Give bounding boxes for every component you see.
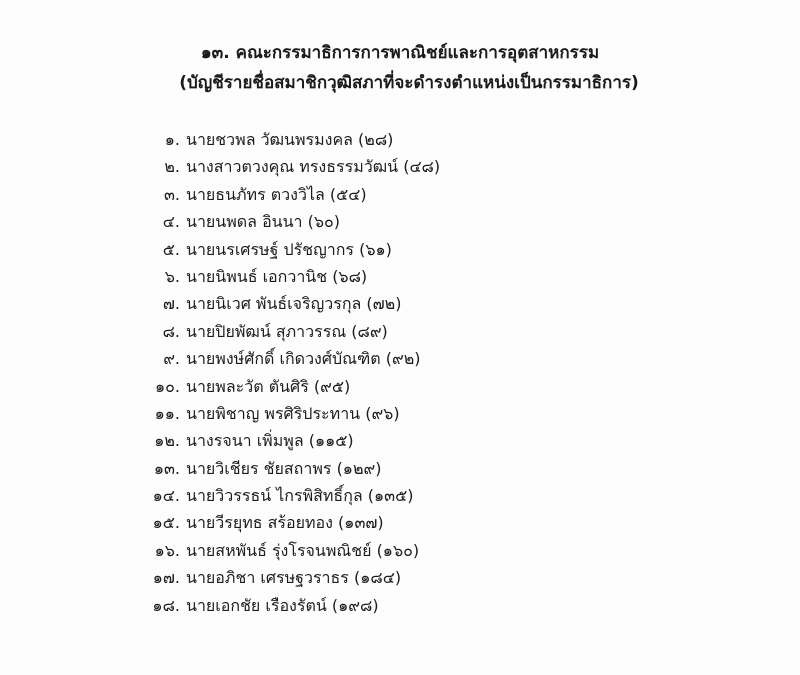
member-item <box>0 290 800 317</box>
member-item <box>0 153 800 180</box>
member-item <box>0 126 800 153</box>
member-item <box>0 181 800 208</box>
member-name: นายพละวัต ตันศิริ (๙๕) <box>186 376 351 396</box>
member-name: นายเอกชัย เรืองรัตน์ (๑๙๘) <box>186 595 379 615</box>
member-item <box>0 400 800 427</box>
member-number: ๑๔. <box>152 486 180 506</box>
member-number: ๑๓. <box>153 458 180 478</box>
member-number: ๗. <box>162 294 180 314</box>
member-number: ๘. <box>162 321 180 341</box>
committee-subtitle: (บัญชีรายชื่อสมาชิกวุฒิสภาที่จะดำรงตำแหน่งเป็นกรรมาธิการ) <box>179 73 639 93</box>
member-name: นายนิเวศ พันธ์เจริญวรกุล (๗๒) <box>186 294 402 314</box>
member-name: นายนรเศรษฐ์ ปรัชญากร (๖๑) <box>186 239 392 259</box>
member-name: นายธนภัทร ตวงวิไล (๕๔) <box>186 184 367 204</box>
member-name: นายปิยพัฒน์ สุภาวรรณ (๘๙) <box>186 321 388 341</box>
member-name: นายวีรยุทธ สร้อยทอง (๑๓๗) <box>186 513 384 533</box>
member-number: ๑๗. <box>152 568 180 588</box>
member-name: นายพิชาญ พรศิริประทาน (๙๖) <box>186 403 400 423</box>
member-item <box>0 592 800 619</box>
member-item <box>0 208 800 235</box>
member-number: ๕. <box>162 239 180 259</box>
document-header <box>0 38 800 98</box>
member-number: ๖. <box>164 266 180 286</box>
member-item <box>0 564 800 591</box>
member-number: ๙. <box>163 349 180 369</box>
member-name: นายนพดล อินนา (๖๐) <box>186 212 341 232</box>
member-list <box>0 126 800 619</box>
member-name: นายสหพันธ์ รุ่งโรจนพณิชย์ (๑๖๐) <box>186 540 420 560</box>
member-number: ๒. <box>164 157 180 177</box>
member-item <box>0 537 800 564</box>
member-name: นายวิเชียร ชัยสถาพร (๑๒๙) <box>186 458 382 478</box>
member-name: นายชวพล วัฒนพรมงคล (๒๘) <box>186 130 394 149</box>
member-item <box>0 373 800 400</box>
member-number: ๑๖. <box>154 540 180 560</box>
member-name: นายอภิชา เศรษฐวราธร (๑๘๔) <box>186 568 402 588</box>
member-item <box>0 236 800 263</box>
member-name: นายวิวรรธน์ ไกรพิสิทธิ์กุล (๑๓๕) <box>186 486 414 506</box>
member-item <box>0 482 800 509</box>
member-number: ๑. <box>164 130 180 149</box>
committee-title: ๑๓. คณะกรรมาธิการการพาณิชย์และการอุตสาหกรรม <box>200 43 600 63</box>
member-item <box>0 263 800 290</box>
member-number: ๑๐. <box>154 376 180 396</box>
member-number: ๔. <box>162 212 180 232</box>
member-number: ๑๑. <box>154 403 180 423</box>
member-item <box>0 427 800 454</box>
member-item <box>0 345 800 372</box>
member-item <box>0 509 800 536</box>
member-number: ๑๒. <box>154 431 180 451</box>
member-name: นายนิพนธ์ เอกวานิช (๖๘) <box>186 266 368 286</box>
member-number: ๑๘. <box>152 595 180 615</box>
member-name: นางสาวตวงคุณ ทรงธรรมวัฒน์ (๔๘) <box>186 157 441 177</box>
member-item <box>0 455 800 482</box>
member-number: ๑๕. <box>152 513 180 533</box>
member-number: ๓. <box>163 184 180 204</box>
member-name: นางรจนา เพิ่มพูล (๑๑๕) <box>186 431 354 451</box>
member-item <box>0 318 800 345</box>
member-name: นายพงษ์ศักดิ์ เกิดวงศ์บัณฑิต (๙๒) <box>186 349 421 369</box>
